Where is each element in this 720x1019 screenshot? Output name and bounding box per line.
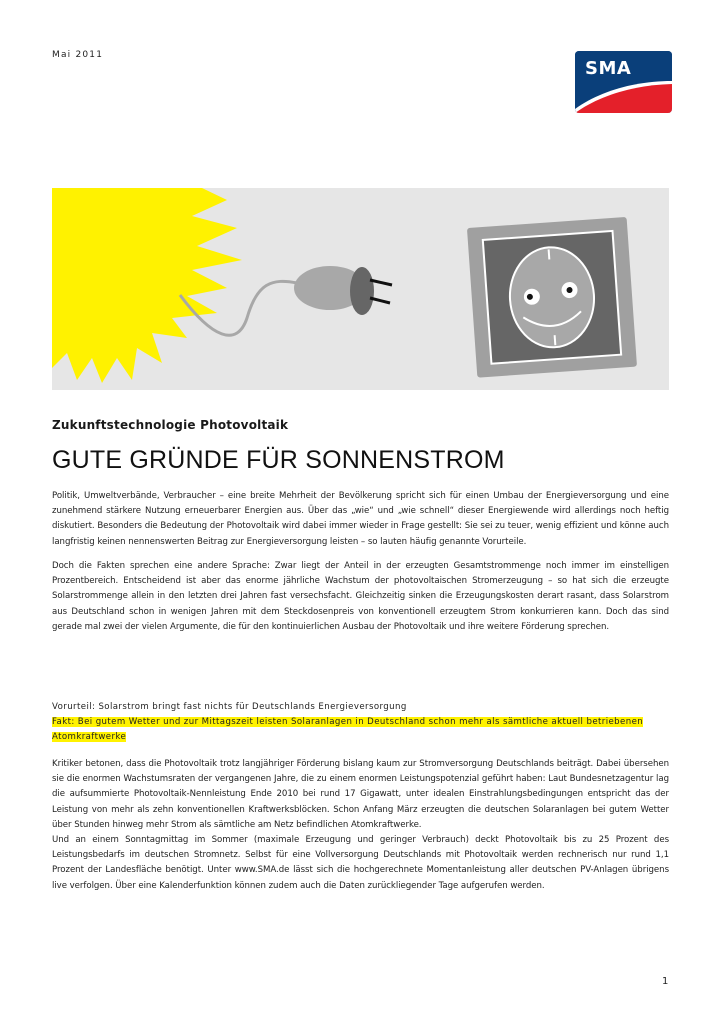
fact-highlight: Fakt: Bei gutem Wetter und zur Mittagszeit leisten Solaranlagen in Deutschland schon mehr als sämtliche aktuell betriebenen Atomkraftwerke <box>52 717 644 743</box>
facts-paragraph: Doch die Fakten sprechen eine andere Sprache: Zwar liegt der Anteil in der erzeugten Gesamtstrommenge noch immer im einstelligen Prozentbereich. Entscheidend ist aber das enorme jährliche Wachstum der photovoltaischen Stromerzeugung – so hat sich die erzeugte Solarstrommenge allein in den letzten drei Jahren fast versechsfacht. Gleichzeitig sinken die Erzeugungskosten derart rasant, dass Solarstrom aus Deutschland schon in wenigen Jahren mit dem Steckdosenpreis von konventionell erzeugtem Strom konkurrieren kann. Doch das sind gerade mal zwei der vielen Argumente, die für den kontinuierlichen Ausbau der Photovoltaik und ihre weitere Förderung sprechen. <box>52 561 669 632</box>
body-paragraph-2: Und an einem Sonntagmittag im Sommer (maximale Erzeugung und geringer Verbrauch) deckt Photovoltaik bis zu 25 Prozent des Leistungsbedarfs im deutschen Stromnetz. Selbst für eine Vollversorgung Deutschlands mit Photovoltaik werden rechnerisch nur rund 1,1 Prozent der Landesfläche benötigt. Unter www.SMA.de lässt sich die hochgerechnete Momentanleistung aller deutschen PV-Anlagen übrigens live verfolgen. Über eine Kalenderfunktion können zudem auch die Daten zurückliegender Tage aufgerufen werden. <box>52 835 669 891</box>
body-paragraph: Kritiker betonen, dass die Photovoltaik trotz langjähriger Förderung bislang kaum zur Stromversorgung Deutschlands beiträgt. Dabei übersehen sie die enormen Wachstumsraten der vergangenen Jahre, die zu einem enormen Leistungspotenzial geführt haben: Laut Bundesnetzagentur lag die aufsummierte Photovoltaik-Nennleistung Ende 2010 bei rund 17 Gigawatt, unter idealen Einstrahlungsbedingungen entspricht das der Leistung von mehr als zehn konventionellen Kraftwerksblöcken. Schon Anfang März erzeugten die deutschen Solaranlagen bei gutem Wetter über Stunden hinweg mehr Strom als sämtliche am Netz befindlichen Atomkraftwerke. <box>52 759 669 830</box>
intro-paragraph: Politik, Umweltverbände, Verbraucher – eine breite Mehrheit der Bevölkerung spricht sich für einen Umbau der Energieversorgung und eine zunehmend stärkere Nutzung erneuerbarer Energien aus. Über das „wie“ und „wie schnell“ dieser Energiewende wird allerdings noch heftig diskutiert. Besonders die Bedeutung der Photovoltaik wird dabei immer wieder in Frage gestellt: Sie sei zu teuer, wenig effizient und könne auch langfristig keinen nennenswerten Beitrag zur Energieversorgung leisten – so lauten häufig genannte Vorurteile. <box>52 491 669 547</box>
prejudice-statement: Vorurteil: Solarstrom bringt fast nichts für Deutschlands Energieversorgung <box>52 702 407 712</box>
hero-illustration <box>52 188 669 390</box>
smiling-socket-icon <box>467 217 637 378</box>
page-number: 1 <box>662 976 669 987</box>
article-kicker: Zukunftstechnologie Photovoltaik <box>52 418 289 432</box>
sma-logo <box>575 51 672 113</box>
logo-text: SMA <box>585 58 632 79</box>
publication-date: Mai 2011 <box>52 50 104 60</box>
body-section <box>52 757 669 894</box>
fact-statement <box>52 715 669 745</box>
article-title: GUTE GRÜNDE FÜR SONNENSTROM <box>52 446 505 474</box>
